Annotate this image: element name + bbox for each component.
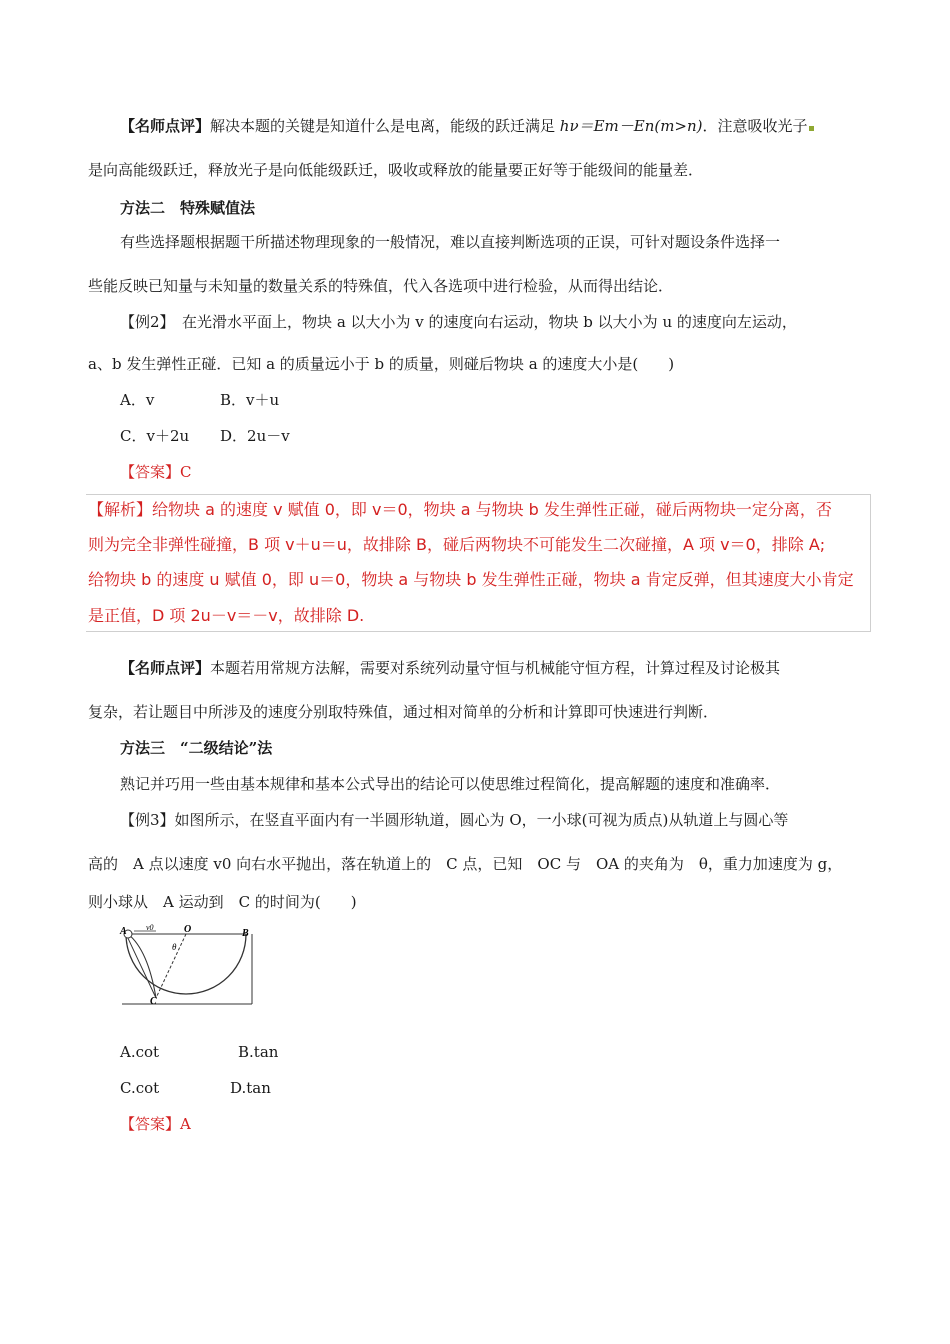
example-3-options-row1 [120, 1042, 888, 1062]
review-text-b: ．注意吸收光子 [702, 117, 808, 135]
review-paragraph-1 [120, 116, 888, 136]
analysis-box [86, 494, 871, 632]
method-2-desc-line2: 些能反映已知量与未知量的数量关系的特殊值，代入各选项中进行检验，从而得出结论． [88, 277, 674, 295]
marker-dot [809, 126, 814, 131]
option-b: B．v＋u [220, 391, 280, 409]
review-text-a: 解决本题的关键是知道什么是电离，能级的跃迁满足 [210, 117, 560, 135]
review-paragraph-1-line2: 是向高能级跃迁，释放光子是向低能级跃迁，吸收或释放的能量要正好等于能级间的能量差． [88, 161, 704, 179]
radius-oc [156, 934, 186, 998]
label-theta: θ [172, 942, 177, 952]
option-a: A．v [120, 391, 155, 409]
chord-ac [126, 934, 156, 998]
option-b: B.tan [238, 1043, 279, 1061]
example-3-line1: 【例3】如图所示，在竖直平面内有一半圆形轨道，圆心为 O，一小球(可视为质点)从轨道上与圆心等 [120, 811, 789, 829]
method-3-title: 方法三 “二级结论”法 [120, 739, 273, 757]
example-3-options-row2 [120, 1078, 888, 1098]
analysis-line-4: 是正值，D 项 2u－v＝－v，故排除 D. [88, 606, 365, 625]
example-2-options-row2 [120, 426, 888, 446]
review-2-text: 本题若用常规方法解，需要对系统列动量守恒与机械能守恒方程，计算过程及讨论极其 [210, 659, 781, 677]
review-paragraph-2 [120, 658, 888, 678]
label-a: A [120, 926, 127, 937]
label-v0: v0 [146, 923, 154, 932]
method-2-desc-line1: 有些选择题根据题干所描述物理现象的一般情况，难以直接判断选项的正误，可针对题设条件选择一 [120, 233, 781, 251]
review-label: 【名师点评】 [120, 117, 211, 135]
analysis-line-3: 给物块 b 的速度 u 赋值 0，即 u＝0，物块 a 与物块 b 发生弹性正碰，物块 a 肯定反弹，但其速度大小肯定 [88, 570, 854, 589]
semicircle-track [126, 934, 246, 994]
review-paragraph-2-line2: 复杂，若让题目中所涉及的速度分别取特殊值，通过相对简单的分析和计算即可快速进行判断． [88, 703, 719, 721]
example-3-line3: 则小球从 A 运动到 C 的时间为( ) [88, 893, 357, 911]
option-d: D．2u－v [220, 427, 290, 445]
example-3-line2: 高的 A 点以速度 v0 向右水平抛出，落在轨道上的 C 点，已知 OC 与 OA 的夹角为 θ，重力加速度为 g， [88, 855, 843, 873]
label-c: C [150, 996, 157, 1006]
option-c: C．v＋2u [120, 427, 190, 445]
energy-formula: hν＝Em－En(m>n) [559, 117, 703, 135]
option-d: D.tan [230, 1079, 271, 1097]
analysis-line-2: 则为完全非弹性碰撞，B 项 v＋u＝u，故排除 B，碰后两物块不可能发生二次碰撞，A 项 v＝0，排除 A; [88, 535, 826, 554]
label-o: O [184, 924, 192, 935]
example-2-answer: 【答案】C [120, 463, 192, 481]
method-3-desc: 熟记并巧用一些由基本规律和基本公式导出的结论可以使思维过程简化，提高解题的速度和准确率． [120, 775, 781, 793]
method-2-title: 方法二 特殊赋值法 [120, 199, 256, 217]
option-c: C.cot [120, 1079, 160, 1097]
option-a: A.cot [120, 1043, 160, 1061]
analysis-line-1: 【解析】给物块 a 的速度 v 赋值 0，即 v＝0，物块 a 与物块 b 发生弹性正碰，碰后两物块一定分离，否 [88, 500, 832, 519]
example-2-line2: a、b 发生弹性正碰．已知 a 的质量远小于 b 的质量，则碰后物块 a 的速度大小是( ) [88, 355, 675, 373]
example-3-answer: 【答案】A [120, 1115, 191, 1133]
semicircle-track-figure [116, 922, 256, 1006]
example-2-options-row1 [120, 390, 888, 410]
review-label-2: 【名师点评】 [120, 659, 211, 677]
label-b: B [242, 928, 249, 939]
example-2-line1: 【例2】 在光滑水平面上，物块 a 以大小为 v 的速度向右运动，物块 b 以大小为 u 的速度向左运动， [120, 313, 797, 331]
